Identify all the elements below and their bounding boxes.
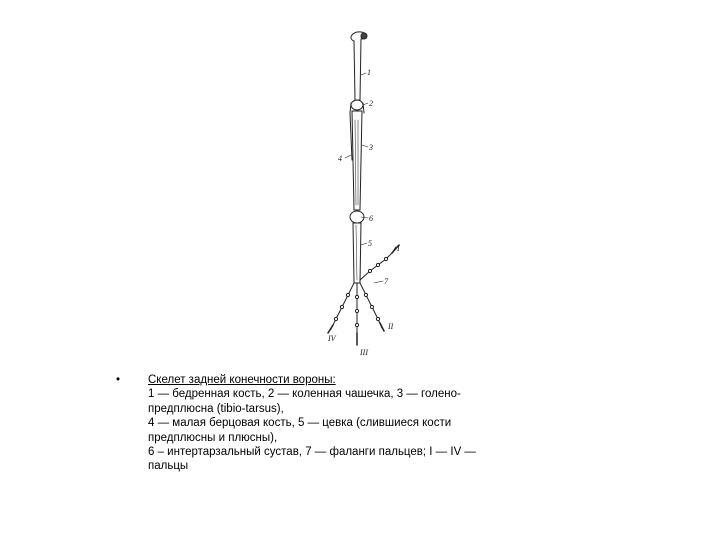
- label-7: 7: [384, 277, 388, 286]
- tarsometatarsus-bone: [353, 223, 361, 283]
- label-digit-iii: III: [360, 348, 368, 357]
- label-digit-ii: II: [388, 322, 394, 331]
- label-1: 1: [367, 68, 371, 77]
- caption-line: 1 — бедренная кость, 2 — коленная чашечка, 3 — голено-: [148, 388, 461, 401]
- caption-line: предплюсна (tibio-tarsus),: [148, 402, 284, 415]
- tibiotarsus-bone: [350, 111, 362, 210]
- label-digit-i: I: [397, 244, 400, 253]
- caption-line: 4 — малая берцовая кость, 5 — цевка (слившиеся кости: [148, 417, 452, 430]
- label-2: 2: [369, 99, 373, 108]
- caption-title: Скелет задней конечности вороны:: [148, 374, 336, 386]
- skeleton-drawing: [300, 25, 450, 360]
- label-digit-iv: IV: [328, 334, 336, 343]
- label-4: 4: [338, 154, 342, 163]
- caption-body: [148, 373, 543, 474]
- bullet-point: •: [116, 374, 121, 386]
- crow-hindlimb-skeleton-figure: [300, 25, 450, 360]
- label-5: 5: [368, 239, 372, 248]
- label-3: 3: [369, 143, 373, 152]
- caption-line: 6 – интертарзальный сустав, 7 — фаланги пальцев; I — IV —: [148, 446, 476, 459]
- caption-line: пальцы: [148, 460, 189, 473]
- label-6: 6: [369, 214, 373, 223]
- femur-bone: [351, 32, 367, 100]
- caption-line: предплюсны и плюсны),: [148, 431, 278, 444]
